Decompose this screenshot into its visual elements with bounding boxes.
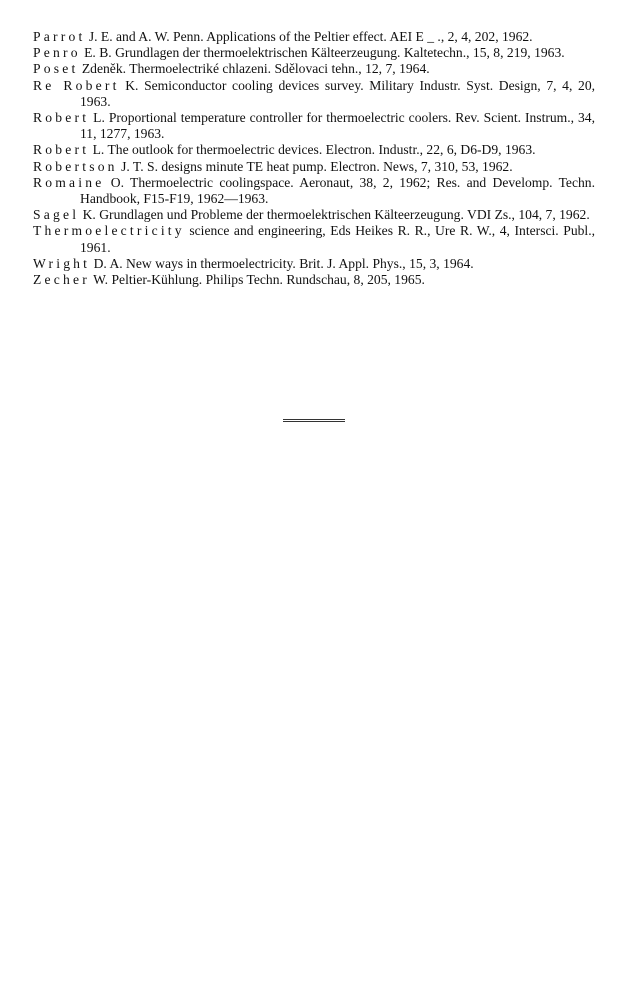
reference-entry <box>33 78 595 110</box>
reference-author: Wright <box>33 255 91 271</box>
reference-text: K. Semiconductor cooling devices survey. Military Industr. Syst. Design, 7, 4, 20, 1963. <box>80 77 596 109</box>
reference-entry <box>33 142 595 158</box>
reference-entry <box>33 45 595 61</box>
reference-author: Zecher <box>33 272 90 288</box>
reference-text: E. B. Grundlagen der thermoelektrischen Kälteerzeugung. Kaltetechn., 15, 8, 219, 1963. <box>84 45 565 61</box>
reference-entry <box>33 256 595 272</box>
reference-text: W. Peltier-Kühlung. Philips Techn. Rundschau, 8, 205, 1965. <box>93 272 425 288</box>
reference-text: J. T. S. designs minute TE heat pump. Electron. News, 7, 310, 53, 1962. <box>121 158 513 174</box>
reference-text: D. A. New ways in thermoelectricity. Brit. J. Appl. Phys., 15, 3, 1964. <box>93 255 474 271</box>
reference-entry <box>33 29 595 45</box>
reference-text: J. E. and A. W. Penn. Applications of the Peltier effect. AEI E _ ., 2, 4, 202, 1962. <box>88 29 533 44</box>
reference-author: Robert <box>33 110 90 126</box>
reference-entry <box>33 175 595 207</box>
reference-author: Robertson <box>33 158 118 174</box>
reference-entry <box>33 110 595 142</box>
reference-author: Re Robert <box>33 77 120 93</box>
reference-text: L. Proportional temperature controller for thermoelectric coolers. Rev. Scient. Instrum., 34, 11, 1277, 1963. <box>80 110 596 142</box>
reference-text: Zdeněk. Thermoelectriké chlazeni. Sdělovaci tehn., 12, 7, 1964. <box>81 61 430 77</box>
reference-entry <box>33 223 595 255</box>
section-divider <box>283 419 345 422</box>
reference-entry <box>33 61 595 77</box>
reference-author: Robert <box>33 142 90 158</box>
reference-text: O. Thermoelectric coolingspace. Aeronaut, 38, 2, 1962; Res. and Develomp. Techn. Handbook, F15-F19, 1962—1963. <box>80 174 595 207</box>
reference-author: Romaine <box>33 174 105 190</box>
reference-list <box>33 29 595 288</box>
reference-entry <box>33 159 595 175</box>
reference-author: Penro <box>33 45 81 61</box>
reference-entry <box>33 272 595 288</box>
reference-text: K. Grundlagen und Probleme der thermoelektrischen Kälteerzeugung. VDI Zs., 104, 7, 1962. <box>82 207 590 223</box>
reference-author: Thermoelectricity <box>33 223 185 239</box>
reference-author: Poset <box>33 61 79 77</box>
reference-text: science and engineering, Eds Heikes R. R., Ure R. W., 4, Intersci. Publ., 1961. <box>80 223 595 255</box>
reference-entry <box>33 207 595 223</box>
reference-text: L. The outlook for thermoelectric devices. Electron. Industr., 22, 6, D6-D9, 1963. <box>92 142 536 158</box>
reference-author: Parrot <box>33 29 86 44</box>
reference-author: Sagel <box>33 207 80 223</box>
